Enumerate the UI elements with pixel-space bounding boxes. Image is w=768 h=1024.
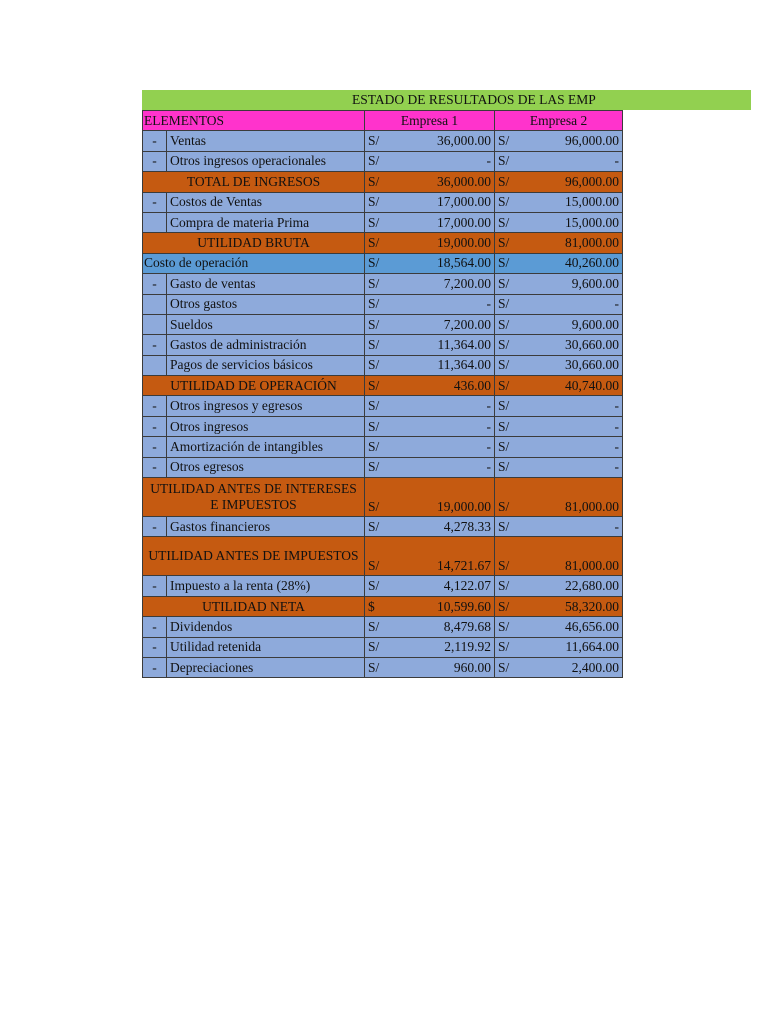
row-label: Costo de operación [143,253,365,273]
currency-empresa-1: $ [365,596,395,616]
currency-empresa-1: S/ [365,172,395,192]
row-dash: - [143,131,167,151]
row-label: TOTAL DE INGRESOS [143,172,365,192]
currency-empresa-2: S/ [495,355,525,375]
currency-empresa-2: S/ [495,294,525,314]
row-label: UTILIDAD NETA [143,596,365,616]
row-dash: - [143,617,167,637]
row-label: Compra de materia Prima [167,212,365,232]
value-empresa-2: - [525,396,623,416]
currency-empresa-1: S/ [365,151,395,171]
row-dash: - [143,151,167,171]
currency-empresa-2: S/ [495,437,525,457]
value-empresa-1: 4,122.07 [395,576,495,596]
value-empresa-2: 30,660.00 [525,335,623,355]
table-row [143,335,623,355]
currency-empresa-1: S/ [365,294,395,314]
sheet-title: ESTADO DE RESULTADOS DE LAS EMP [352,92,596,107]
value-empresa-1: 2,119.92 [395,637,495,657]
row-dash: - [143,517,167,537]
row-label: Pagos de servicios básicos [167,355,365,375]
table-row [143,192,623,212]
row-label: UTILIDAD BRUTA [143,233,365,253]
currency-empresa-2: S/ [495,131,525,151]
row-label: Dividendos [167,617,365,637]
currency-empresa-2: S/ [495,192,525,212]
currency-empresa-1: S/ [365,517,395,537]
value-empresa-2: 58,320.00 [525,596,623,616]
row-dash [143,294,167,314]
currency-empresa-2: S/ [495,637,525,657]
value-empresa-1: - [395,294,495,314]
currency-empresa-2: S/ [495,212,525,232]
currency-empresa-2: S/ [495,537,525,576]
value-empresa-1: 18,564.00 [395,253,495,273]
row-label: UTILIDAD ANTES DE IMPUESTOS [143,537,365,576]
row-label: Amortización de intangibles [167,437,365,457]
currency-empresa-1: S/ [365,274,395,294]
row-label: Utilidad retenida [167,637,365,657]
value-empresa-2: 9,600.00 [525,274,623,294]
row-label: Gasto de ventas [167,274,365,294]
currency-empresa-1: S/ [365,478,395,517]
row-label: Costos de Ventas [167,192,365,212]
value-empresa-2: - [525,457,623,477]
row-label: Depreciaciones [167,657,365,677]
currency-empresa-2: S/ [495,396,525,416]
value-empresa-2: 40,260.00 [525,253,623,273]
currency-empresa-2: S/ [495,617,525,637]
header-row [143,111,623,131]
currency-empresa-2: S/ [495,376,525,396]
value-empresa-1: - [395,396,495,416]
row-dash [143,355,167,375]
value-empresa-2: 46,656.00 [525,617,623,637]
currency-empresa-2: S/ [495,576,525,596]
table-row [143,355,623,375]
row-label: Sueldos [167,314,365,334]
value-empresa-2: 11,664.00 [525,637,623,657]
value-empresa-2: 15,000.00 [525,192,623,212]
currency-empresa-2: S/ [495,151,525,171]
currency-empresa-2: S/ [495,517,525,537]
currency-empresa-1: S/ [365,396,395,416]
currency-empresa-1: S/ [365,416,395,436]
currency-empresa-1: S/ [365,376,395,396]
row-label: UTILIDAD ANTES DE INTERESES E IMPUESTOS [143,478,365,517]
currency-empresa-1: S/ [365,253,395,273]
currency-empresa-1: S/ [365,355,395,375]
value-empresa-1: 11,364.00 [395,335,495,355]
value-empresa-1: 14,721.67 [395,537,495,576]
table-row [143,576,623,596]
row-dash: - [143,657,167,677]
currency-empresa-1: S/ [365,457,395,477]
table-row [143,596,623,616]
currency-empresa-1: S/ [365,657,395,677]
row-label: Ventas [167,131,365,151]
currency-empresa-1: S/ [365,637,395,657]
table-row [143,457,623,477]
row-label: Otros ingresos y egresos [167,396,365,416]
header-elementos: ELEMENTOS [143,111,365,131]
currency-empresa-2: S/ [495,314,525,334]
row-dash: - [143,637,167,657]
table-row [143,396,623,416]
table-row [143,274,623,294]
currency-empresa-2: S/ [495,657,525,677]
currency-empresa-2: S/ [495,253,525,273]
table-row [143,517,623,537]
value-empresa-2: - [525,517,623,537]
row-dash: - [143,576,167,596]
row-label: Otros egresos [167,457,365,477]
table-row [143,233,623,253]
table-row [143,416,623,436]
value-empresa-1: - [395,151,495,171]
table-row [143,657,623,677]
currency-empresa-1: S/ [365,617,395,637]
currency-empresa-1: S/ [365,192,395,212]
value-empresa-2: 81,000.00 [525,478,623,517]
value-empresa-2: 40,740.00 [525,376,623,396]
row-dash: - [143,274,167,294]
table-row [143,437,623,457]
row-dash: - [143,437,167,457]
value-empresa-2: 81,000.00 [525,233,623,253]
currency-empresa-1: S/ [365,576,395,596]
currency-empresa-2: S/ [495,335,525,355]
value-empresa-1: 7,200.00 [395,274,495,294]
value-empresa-2: 9,600.00 [525,314,623,334]
value-empresa-1: 960.00 [395,657,495,677]
value-empresa-2: 15,000.00 [525,212,623,232]
value-empresa-2: - [525,416,623,436]
table-row [143,172,623,192]
row-dash: - [143,416,167,436]
currency-empresa-2: S/ [495,233,525,253]
value-empresa-1: 36,000.00 [395,172,495,192]
header-empresa-2: Empresa 2 [495,111,623,131]
value-empresa-2: - [525,151,623,171]
currency-empresa-1: S/ [365,131,395,151]
table-row [143,151,623,171]
row-dash: - [143,457,167,477]
currency-empresa-1: S/ [365,335,395,355]
currency-empresa-1: S/ [365,212,395,232]
value-empresa-2: 81,000.00 [525,537,623,576]
value-empresa-2: 96,000.00 [525,131,623,151]
value-empresa-1: - [395,416,495,436]
income-statement-table [142,110,623,678]
value-empresa-2: 30,660.00 [525,355,623,375]
value-empresa-2: 2,400.00 [525,657,623,677]
value-empresa-1: 17,000.00 [395,212,495,232]
row-label: Impuesto a la renta (28%) [167,576,365,596]
currency-empresa-2: S/ [495,596,525,616]
value-empresa-2: - [525,294,623,314]
value-empresa-1: 4,278.33 [395,517,495,537]
currency-empresa-2: S/ [495,274,525,294]
table-row [143,253,623,273]
table-row [143,294,623,314]
table-row [143,314,623,334]
row-dash [143,314,167,334]
currency-empresa-1: S/ [365,314,395,334]
value-empresa-1: 17,000.00 [395,192,495,212]
value-empresa-2: 22,680.00 [525,576,623,596]
table-row [143,637,623,657]
currency-empresa-2: S/ [495,457,525,477]
value-empresa-1: - [395,457,495,477]
value-empresa-1: 8,479.68 [395,617,495,637]
row-label: UTILIDAD DE OPERACIÓN [143,376,365,396]
value-empresa-1: 19,000.00 [395,478,495,517]
currency-empresa-1: S/ [365,437,395,457]
currency-empresa-1: S/ [365,233,395,253]
currency-empresa-2: S/ [495,416,525,436]
table-row [143,212,623,232]
currency-empresa-1: S/ [365,537,395,576]
value-empresa-1: 19,000.00 [395,233,495,253]
row-label: Gastos financieros [167,517,365,537]
row-dash: - [143,335,167,355]
table-row [143,376,623,396]
value-empresa-1: - [395,437,495,457]
table-row [143,478,623,517]
row-dash [143,212,167,232]
table-row [143,617,623,637]
row-label: Otros ingresos operacionales [167,151,365,171]
value-empresa-1: 11,364.00 [395,355,495,375]
header-empresa-1: Empresa 1 [365,111,495,131]
table-row [143,131,623,151]
value-empresa-1: 436.00 [395,376,495,396]
table-row [143,537,623,576]
value-empresa-2: - [525,437,623,457]
row-label: Otros gastos [167,294,365,314]
currency-empresa-2: S/ [495,172,525,192]
value-empresa-1: 7,200.00 [395,314,495,334]
row-dash: - [143,192,167,212]
currency-empresa-2: S/ [495,478,525,517]
row-label: Gastos de administración [167,335,365,355]
value-empresa-1: 36,000.00 [395,131,495,151]
row-dash: - [143,396,167,416]
row-label: Otros ingresos [167,416,365,436]
value-empresa-2: 96,000.00 [525,172,623,192]
value-empresa-1: 10,599.60 [395,596,495,616]
